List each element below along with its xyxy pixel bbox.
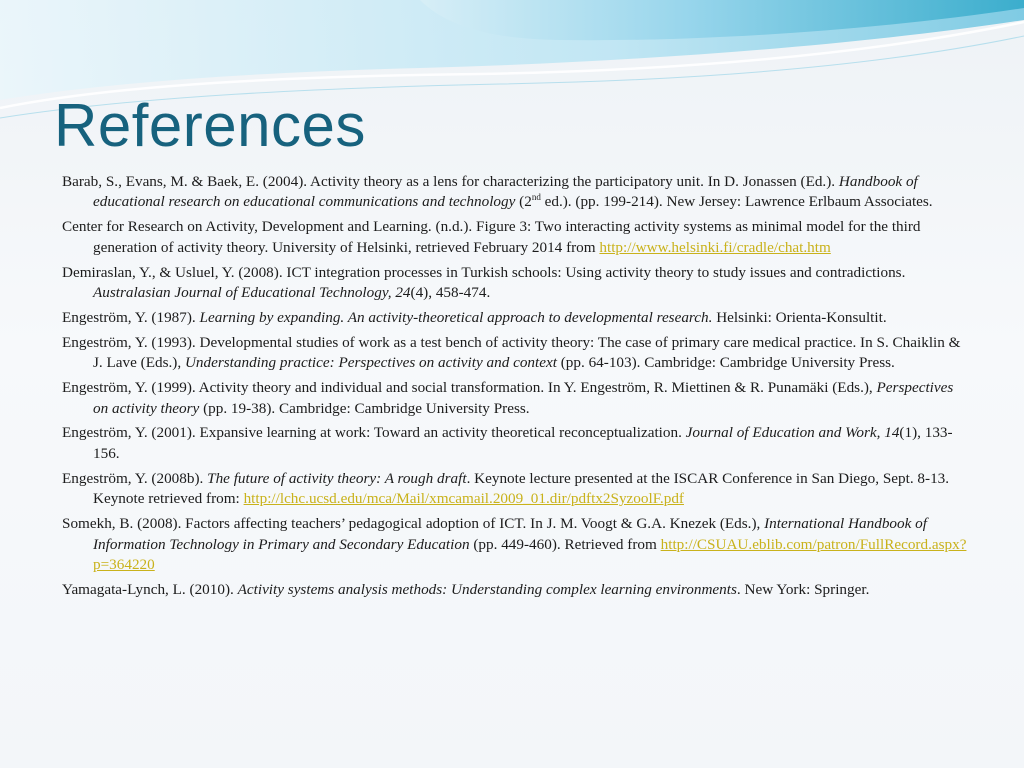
reference-text: Barab, S., Evans, M. & Baek, E. (2004). Activity theory as a lens for characterizing the participatory unit. In D. Jonassen (Ed.).: [62, 173, 839, 190]
reference-text: Engeström, Y. (1987).: [62, 308, 200, 326]
reference-superscript: nd: [531, 192, 541, 203]
reference-italic-title: Learning by expanding. An activity-theoretical approach to developmental research.: [199, 308, 713, 326]
reference-item: [62, 172, 967, 213]
reference-text: (pp. 64-103). Cambridge: Cambridge University Press.: [556, 354, 895, 372]
reference-link[interactable]: http://lchc.ucsd.edu/mca/Mail/xmcamail.2009_01.dir/pdftx2SyzoolF.pdf: [243, 490, 684, 508]
reference-text: Center for Research on Activity, Development and Learning. (n.d.). Figure 3: Two interacting activity systems as minimal model for the third generation of activity theory. University of Helsinki, retrieved February 2014 from: [62, 218, 921, 256]
reference-italic-title: Australasian Journal of Educational Technology, 24: [93, 284, 411, 302]
reference-text: Engeström, Y. (2008b).: [62, 469, 208, 487]
reference-text: Engeström, Y. (2001). Expansive learning at work: Toward an activity theoretical reconceptualization.: [62, 424, 686, 442]
reference-item: [62, 263, 967, 304]
reference-item: [62, 333, 967, 374]
reference-link[interactable]: http://www.helsinki.fi/cradle/chat.htm: [599, 238, 831, 256]
reference-list: [62, 172, 967, 605]
reference-text: (2: [515, 193, 532, 211]
reference-item: [62, 580, 967, 600]
reference-link[interactable]: http://CSUAU.eblib.com/patron/FullRecord.aspx?p=364220: [93, 535, 967, 573]
reference-italic-title: Journal of Education and Work, 14: [685, 424, 900, 442]
reference-text: Somekh, B. (2008). Factors affecting teachers’ pedagogical adoption of ICT. In J. M. Voogt & G.A. Knezek (Eds.),: [62, 515, 765, 533]
reference-text: Engeström, Y. (1993). Developmental studies of work as a test bench of activity theory: The case of primary care medical practice. In S. Chaiklin & J. Lave (Eds.),: [62, 333, 961, 372]
reference-text: . New York: Springer.: [736, 580, 870, 598]
reference-text: (1), 133-156.: [93, 424, 953, 462]
reference-text: . Keynote lecture presented at the ISCAR Conference in San Diego, Sept. 8-13. Keynote retrieved from:: [93, 469, 950, 508]
reference-italic-title: International Handbook of Information Technology in Primary and Secondary Education: [93, 515, 927, 553]
reference-italic-title: Understanding practice: Perspectives on activity and context: [184, 354, 557, 372]
reference-item: [62, 308, 967, 328]
reference-item: [62, 469, 967, 510]
reference-text: ed.). (pp. 199-214). New Jersey: Lawrence Erlbaum Associates.: [540, 193, 933, 211]
reference-item: [62, 514, 967, 575]
slide-title: References: [54, 92, 366, 159]
reference-text: (pp. 449-460). Retrieved from: [469, 535, 661, 553]
reference-text: Yamagata-Lynch, L. (2010).: [62, 580, 238, 598]
reference-item: [62, 378, 967, 419]
reference-italic-title: Handbook of educational research on educational communications and technology: [93, 173, 918, 211]
reference-text: Demiraslan, Y., & Usluel, Y. (2008). ICT integration processes in Turkish schools: Using activity theory to study issues and contradictions.: [62, 263, 906, 281]
reference-item: [62, 217, 967, 258]
reference-text: (4), 458-474.: [410, 284, 491, 302]
reference-italic-title: The future of activity theory: A rough draft: [207, 469, 467, 487]
reference-text: Engeström, Y. (1999). Activity theory and individual and social transformation. In Y. Engeström, R. Miettinen & R. Punamäki (Eds.),: [62, 379, 877, 397]
reference-italic-title: Perspectives on activity theory: [93, 379, 954, 417]
reference-text: Helsinki: Orienta-Konsultit.: [712, 308, 887, 326]
reference-text: (pp. 19-38). Cambridge: Cambridge University Press.: [199, 399, 530, 417]
reference-italic-title: Activity systems analysis methods: Understanding complex learning environments: [237, 580, 737, 598]
reference-item: [62, 423, 967, 464]
